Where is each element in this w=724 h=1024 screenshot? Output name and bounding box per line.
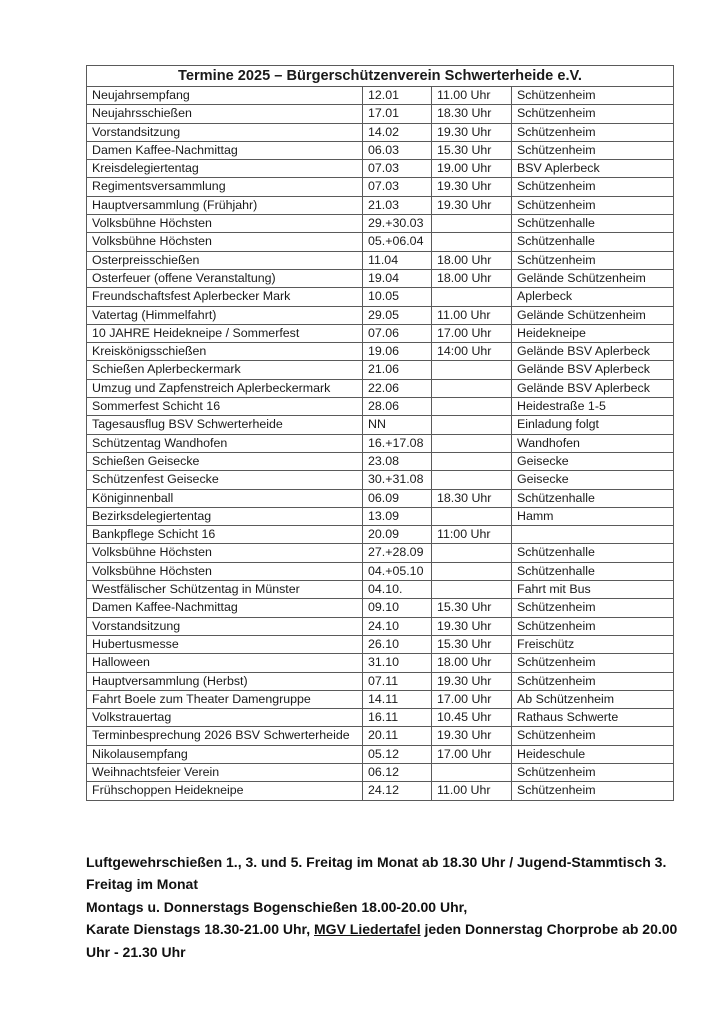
event-place-cell: Schützenheim xyxy=(512,617,674,635)
event-time-cell xyxy=(432,452,512,470)
event-place-cell: Gelände BSV Aplerbeck xyxy=(512,379,674,397)
event-place-cell: Schützenheim xyxy=(512,178,674,196)
table-row xyxy=(87,635,674,653)
event-time-cell xyxy=(432,507,512,525)
event-time-cell: 11:00 Uhr xyxy=(432,526,512,544)
event-date-cell: NN xyxy=(363,416,432,434)
table-row xyxy=(87,672,674,690)
table-row xyxy=(87,581,674,599)
event-date-cell: 29.05 xyxy=(363,306,432,324)
event-name-cell: Volksbühne Höchsten xyxy=(87,562,363,580)
event-date-cell: 21.03 xyxy=(363,196,432,214)
event-name-cell: Volksbühne Höchsten xyxy=(87,544,363,562)
event-time-cell: 14:00 Uhr xyxy=(432,343,512,361)
event-place-cell: Schützenheim xyxy=(512,251,674,269)
event-time-cell: 18.00 Uhr xyxy=(432,251,512,269)
events-table xyxy=(86,65,674,801)
event-place-cell: Schützenhalle xyxy=(512,489,674,507)
event-date-cell: 31.10 xyxy=(363,654,432,672)
event-time-cell: 19.30 Uhr xyxy=(432,178,512,196)
table-row xyxy=(87,617,674,635)
event-place-cell: Heideschule xyxy=(512,745,674,763)
event-name-cell: Königinnenball xyxy=(87,489,363,507)
table-row xyxy=(87,306,674,324)
event-time-cell xyxy=(432,562,512,580)
event-time-cell: 18.30 Uhr xyxy=(432,489,512,507)
event-name-cell: Neujahrsempfang xyxy=(87,87,363,105)
event-date-cell: 16.+17.08 xyxy=(363,434,432,452)
event-time-cell xyxy=(432,544,512,562)
event-name-cell: Vorstandsitzung xyxy=(87,617,363,635)
document-title: Termine 2025 – Bürgerschützenverein Schwerterheide e.V. xyxy=(87,66,674,87)
event-name-cell: Schießen Aplerbeckermark xyxy=(87,361,363,379)
table-row xyxy=(87,434,674,452)
event-time-cell xyxy=(432,416,512,434)
table-row xyxy=(87,87,674,105)
event-date-cell: 06.09 xyxy=(363,489,432,507)
event-time-cell: 15.30 Uhr xyxy=(432,635,512,653)
event-place-cell: Schützenheim xyxy=(512,196,674,214)
event-name-cell: Hauptversammlung (Herbst) xyxy=(87,672,363,690)
event-name-cell: Halloween xyxy=(87,654,363,672)
event-time-cell xyxy=(432,361,512,379)
table-row xyxy=(87,471,674,489)
event-date-cell: 05.+06.04 xyxy=(363,233,432,251)
event-time-cell: 18.00 Uhr xyxy=(432,269,512,287)
event-time-cell: 15.30 Uhr xyxy=(432,141,512,159)
event-place-cell: Gelände Schützenheim xyxy=(512,306,674,324)
event-place-cell: Schützenheim xyxy=(512,141,674,159)
table-row xyxy=(87,526,674,544)
event-time-cell: 11.00 Uhr xyxy=(432,782,512,800)
event-date-cell: 13.09 xyxy=(363,507,432,525)
event-place-cell: Schützenheim xyxy=(512,105,674,123)
event-time-cell xyxy=(432,471,512,489)
event-time-cell xyxy=(432,398,512,416)
table-row xyxy=(87,763,674,781)
event-place-cell: Schützenheim xyxy=(512,727,674,745)
event-name-cell: Hauptversammlung (Frühjahr) xyxy=(87,196,363,214)
event-name-cell: Osterfeuer (offene Veranstaltung) xyxy=(87,269,363,287)
event-date-cell: 20.11 xyxy=(363,727,432,745)
event-place-cell: Geisecke xyxy=(512,452,674,470)
event-time-cell: 11.00 Uhr xyxy=(432,87,512,105)
event-place-cell: Schützenheim xyxy=(512,654,674,672)
table-row xyxy=(87,727,674,745)
event-time-cell: 11.00 Uhr xyxy=(432,306,512,324)
event-time-cell xyxy=(432,434,512,452)
event-time-cell: 10.45 Uhr xyxy=(432,709,512,727)
table-row xyxy=(87,288,674,306)
event-place-cell: Schützenhalle xyxy=(512,544,674,562)
event-date-cell: 30.+31.08 xyxy=(363,471,432,489)
event-date-cell: 04.+05.10 xyxy=(363,562,432,580)
event-time-cell: 19.30 Uhr xyxy=(432,672,512,690)
table-row xyxy=(87,599,674,617)
event-date-cell: 19.06 xyxy=(363,343,432,361)
event-time-cell xyxy=(432,379,512,397)
event-name-cell: Hubertusmesse xyxy=(87,635,363,653)
table-row xyxy=(87,105,674,123)
event-place-cell: Schützenheim xyxy=(512,672,674,690)
event-time-cell: 19.00 Uhr xyxy=(432,160,512,178)
table-row xyxy=(87,251,674,269)
event-date-cell: 28.06 xyxy=(363,398,432,416)
table-row xyxy=(87,489,674,507)
notes-choir-text: jeden Donnerstag Chorprobe ab 20.00 Uhr - 21.30 Uhr xyxy=(86,921,678,960)
event-place-cell: Freischütz xyxy=(512,635,674,653)
event-place-cell: Gelände Schützenheim xyxy=(512,269,674,287)
event-name-cell: Volksbühne Höchsten xyxy=(87,233,363,251)
event-time-cell: 19.30 Uhr xyxy=(432,727,512,745)
event-date-cell: 14.02 xyxy=(363,123,432,141)
event-date-cell: 07.06 xyxy=(363,324,432,342)
table-row xyxy=(87,690,674,708)
event-name-cell: Terminbesprechung 2026 BSV Schwerterheide xyxy=(87,727,363,745)
event-time-cell xyxy=(432,215,512,233)
event-name-cell: 10 JAHRE Heidekneipe / Sommerfest xyxy=(87,324,363,342)
notes-line-air-rifle: Luftgewehrschießen 1., 3. und 5. Freitag im Monat ab 18.30 Uhr / Jugend-Stammtisch 3. Freitag im Monat xyxy=(86,854,667,893)
event-name-cell: Schießen Geisecke xyxy=(87,452,363,470)
table-row xyxy=(87,544,674,562)
event-date-cell: 24.10 xyxy=(363,617,432,635)
event-date-cell: 23.08 xyxy=(363,452,432,470)
table-row xyxy=(87,178,674,196)
event-name-cell: Vorstandsitzung xyxy=(87,123,363,141)
table-row xyxy=(87,452,674,470)
event-date-cell: 19.04 xyxy=(363,269,432,287)
notes-line-karate-choir xyxy=(86,918,686,963)
table-row xyxy=(87,361,674,379)
table-title-row xyxy=(87,66,674,87)
event-place-cell: Ab Schützenheim xyxy=(512,690,674,708)
table-row xyxy=(87,324,674,342)
event-place-cell: Schützenheim xyxy=(512,782,674,800)
event-place-cell: Schützenhalle xyxy=(512,215,674,233)
event-name-cell: Frühschoppen Heidekneipe xyxy=(87,782,363,800)
event-place-cell: Fahrt mit Bus xyxy=(512,581,674,599)
event-name-cell: Bezirksdelegiertentag xyxy=(87,507,363,525)
event-date-cell: 16.11 xyxy=(363,709,432,727)
table-row xyxy=(87,654,674,672)
event-place-cell: Rathaus Schwerte xyxy=(512,709,674,727)
event-time-cell: 15.30 Uhr xyxy=(432,599,512,617)
table-row xyxy=(87,416,674,434)
event-date-cell: 04.10. xyxy=(363,581,432,599)
event-date-cell: 09.10 xyxy=(363,599,432,617)
notes-line-archery: Montags u. Donnerstags Bogenschießen 18.00-20.00 Uhr, xyxy=(86,898,468,915)
event-date-cell: 20.09 xyxy=(363,526,432,544)
event-time-cell: 17.00 Uhr xyxy=(432,745,512,763)
event-date-cell: 17.01 xyxy=(363,105,432,123)
event-name-cell: Kreisdelegiertentag xyxy=(87,160,363,178)
event-name-cell: Damen Kaffee-Nachmittag xyxy=(87,141,363,159)
table-row xyxy=(87,215,674,233)
table-row xyxy=(87,160,674,178)
event-name-cell: Kreiskönigsschießen xyxy=(87,343,363,361)
event-name-cell: Weihnachtsfeier Verein xyxy=(87,763,363,781)
events-table-body xyxy=(87,87,674,801)
event-name-cell: Sommerfest Schicht 16 xyxy=(87,398,363,416)
table-row xyxy=(87,709,674,727)
event-name-cell: Westfälischer Schützentag in Münster xyxy=(87,581,363,599)
event-date-cell: 12.01 xyxy=(363,87,432,105)
table-row xyxy=(87,379,674,397)
event-name-cell: Tagesausflug BSV Schwerterheide xyxy=(87,416,363,434)
table-row xyxy=(87,269,674,287)
table-row xyxy=(87,123,674,141)
event-date-cell: 14.11 xyxy=(363,690,432,708)
mgv-liedertafel-link[interactable]: MGV Liedertafel xyxy=(314,921,421,938)
event-date-cell: 06.12 xyxy=(363,763,432,781)
event-time-cell: 19.30 Uhr xyxy=(432,617,512,635)
event-date-cell: 07.03 xyxy=(363,160,432,178)
event-time-cell: 18.30 Uhr xyxy=(432,105,512,123)
event-place-cell: Schützenheim xyxy=(512,123,674,141)
event-time-cell xyxy=(432,233,512,251)
event-date-cell: 10.05 xyxy=(363,288,432,306)
event-place-cell: Schützenhalle xyxy=(512,562,674,580)
event-name-cell: Osterpreisschießen xyxy=(87,251,363,269)
event-name-cell: Freundschaftsfest Aplerbecker Mark xyxy=(87,288,363,306)
event-name-cell: Umzug und Zapfenstreich Aplerbeckermark xyxy=(87,379,363,397)
event-name-cell: Neujahrsschießen xyxy=(87,105,363,123)
event-place-cell: Heidekneipe xyxy=(512,324,674,342)
event-date-cell: 22.06 xyxy=(363,379,432,397)
event-name-cell: Regimentsversammlung xyxy=(87,178,363,196)
event-place-cell: Schützenheim xyxy=(512,763,674,781)
table-row xyxy=(87,233,674,251)
table-row xyxy=(87,562,674,580)
event-name-cell: Fahrt Boele zum Theater Damengruppe xyxy=(87,690,363,708)
event-date-cell: 05.12 xyxy=(363,745,432,763)
event-time-cell: 19.30 Uhr xyxy=(432,196,512,214)
event-place-cell: Einladung folgt xyxy=(512,416,674,434)
event-time-cell: 17.00 Uhr xyxy=(432,690,512,708)
event-time-cell: 19.30 Uhr xyxy=(432,123,512,141)
event-name-cell: Schützentag Wandhofen xyxy=(87,434,363,452)
event-time-cell xyxy=(432,288,512,306)
event-name-cell: Volkstrauertag xyxy=(87,709,363,727)
table-row xyxy=(87,343,674,361)
event-place-cell: Schützenheim xyxy=(512,87,674,105)
table-row xyxy=(87,507,674,525)
recurring-activities-notes xyxy=(86,851,686,963)
event-place-cell: Hamm xyxy=(512,507,674,525)
event-time-cell: 17.00 Uhr xyxy=(432,324,512,342)
event-name-cell: Nikolausempfang xyxy=(87,745,363,763)
table-row xyxy=(87,141,674,159)
event-name-cell: Schützenfest Geisecke xyxy=(87,471,363,489)
event-place-cell: Wandhofen xyxy=(512,434,674,452)
event-date-cell: 07.03 xyxy=(363,178,432,196)
event-place-cell xyxy=(512,526,674,544)
event-date-cell: 24.12 xyxy=(363,782,432,800)
event-date-cell: 07.11 xyxy=(363,672,432,690)
event-place-cell: Gelände BSV Aplerbeck xyxy=(512,361,674,379)
table-row xyxy=(87,745,674,763)
event-name-cell: Volksbühne Höchsten xyxy=(87,215,363,233)
table-row xyxy=(87,782,674,800)
event-date-cell: 11.04 xyxy=(363,251,432,269)
table-row xyxy=(87,196,674,214)
event-place-cell: Heidestraße 1-5 xyxy=(512,398,674,416)
event-name-cell: Bankpflege Schicht 16 xyxy=(87,526,363,544)
event-time-cell xyxy=(432,763,512,781)
event-time-cell xyxy=(432,581,512,599)
event-date-cell: 21.06 xyxy=(363,361,432,379)
event-time-cell: 18.00 Uhr xyxy=(432,654,512,672)
event-name-cell: Vatertag (Himmelfahrt) xyxy=(87,306,363,324)
event-date-cell: 27.+28.09 xyxy=(363,544,432,562)
event-date-cell: 26.10 xyxy=(363,635,432,653)
event-place-cell: Geisecke xyxy=(512,471,674,489)
event-place-cell: Schützenhalle xyxy=(512,233,674,251)
event-date-cell: 29.+30.03 xyxy=(363,215,432,233)
event-place-cell: BSV Aplerbeck xyxy=(512,160,674,178)
event-date-cell: 06.03 xyxy=(363,141,432,159)
event-place-cell: Gelände BSV Aplerbeck xyxy=(512,343,674,361)
table-row xyxy=(87,398,674,416)
event-place-cell: Aplerbeck xyxy=(512,288,674,306)
event-name-cell: Damen Kaffee-Nachmittag xyxy=(87,599,363,617)
notes-karate-text: Karate Dienstags 18.30-21.00 Uhr, xyxy=(86,921,315,938)
event-place-cell: Schützenheim xyxy=(512,599,674,617)
